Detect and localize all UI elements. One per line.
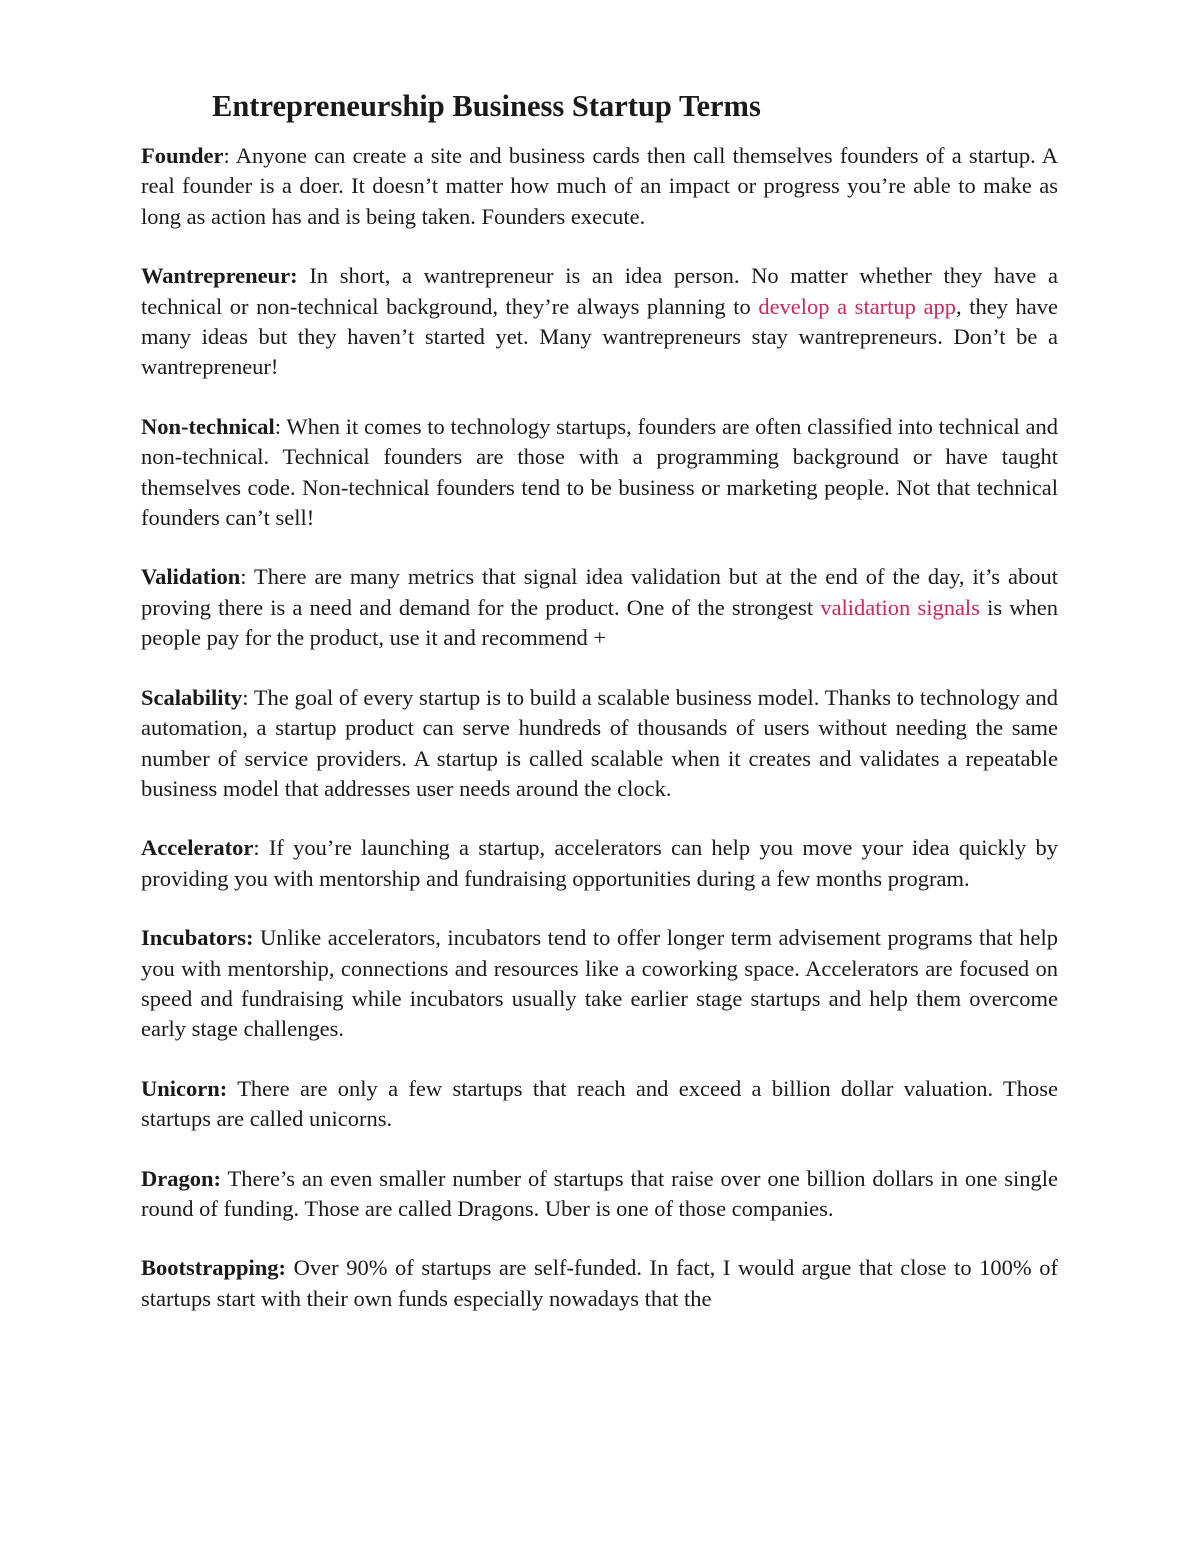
entry-accelerator	[141, 833, 1058, 894]
term-separator: :	[242, 684, 254, 710]
term-bootstrapping: Bootstrapping:	[141, 1255, 287, 1281]
definition-scalability: The goal of every startup is to build a scalable business model. Thanks to technology and automation, a startup product can serve hundreds of thousands of users without needing the same number of service providers. A startup is called scalable when it creates and validates a repeatable business model that addresses user needs around the clock.	[141, 684, 1058, 801]
entry-unicorn	[141, 1074, 1058, 1135]
entry-wantrepreneur	[141, 261, 1058, 383]
definition-validation-part-1: There are many metrics that signal idea validation but at the end of the day, it’s about proving there is a need and demand for the product. One of the strongest	[141, 564, 1058, 620]
definition-unicorn: There are only a few startups that reach and exceed a billion dollar valuation. Those startups are called unicorns.	[141, 1075, 1059, 1132]
entry-scalability	[141, 683, 1058, 805]
entry-incubators	[141, 923, 1058, 1045]
term-wantrepreneur: Wantrepreneur:	[141, 263, 298, 289]
term-separator	[227, 1076, 237, 1101]
definition-non-technical: When it comes to technology startups, founders are often classified into technical and non-technical. Technical founders are those with a programming background or have taught themselves code. Non-technical founders tend to be business or marketing people. Not that technical founders can’t sell!	[141, 413, 1058, 531]
term-validation: Validation	[141, 564, 241, 590]
term-unicorn: Unicorn:	[141, 1075, 228, 1101]
term-separator: :	[274, 413, 287, 439]
glossary-body	[141, 141, 1058, 1343]
term-separator	[286, 1255, 294, 1280]
validation-signals-link[interactable]: validation signals	[820, 594, 980, 620]
definition-bootstrapping: Over 90% of startups are self-funded. In fact, I would argue that close to 100% of startups start with their own funds especially nowadays that the	[141, 1255, 1058, 1311]
definition-validation-part-2: is when people pay for the product, use it and recommend +	[141, 594, 1058, 651]
term-separator: :	[223, 143, 236, 168]
document-title: Entrepreneurship Business Startup Terms	[212, 89, 761, 123]
entry-bootstrapping	[141, 1253, 1058, 1314]
definition-wantrepreneur-part-2: , they have many ideas but they haven’t started yet. Many wantrepreneurs stay wantrepreneurs. Don’t be a wantrepreneur!	[141, 293, 1058, 380]
definition-incubators: Unlike accelerators, incubators tend to offer longer term advisement programs that help you with mentorship, connections and resources like a coworking space. Accelerators are focused on speed and fundraising while incubators usually take earlier stage startups and help them overcome early stage challenges.	[141, 925, 1059, 1042]
definition-wantrepreneur-part-1: In short, a wantrepreneur is an idea person. No matter whether they have a technical or non-technical background, they’re always planning to	[141, 263, 1058, 319]
term-founder: Founder	[141, 143, 224, 168]
entry-dragon	[141, 1164, 1058, 1225]
term-separator: :	[253, 835, 269, 861]
entry-validation	[141, 562, 1058, 653]
develop-startup-app-link[interactable]: develop a startup app	[758, 293, 956, 319]
definition-founder: Anyone can create a site and business cards then call themselves founders of a startup. A real founder is a doer. It doesn’t matter how much of an impact or progress you’re able to make as long as action has and is being taken. Founders execute.	[141, 143, 1058, 229]
term-incubators: Incubators:	[141, 925, 254, 951]
entry-non-technical	[141, 412, 1058, 534]
term-accelerator: Accelerator	[141, 835, 254, 861]
term-non-technical: Non-technical	[141, 413, 275, 439]
term-separator: :	[240, 564, 255, 590]
definition-dragon: There’s an even smaller number of startups that raise over one billion dollars in one single round of funding. Those are called Dragons. Uber is one of those companies.	[141, 1165, 1058, 1221]
term-scalability: Scalability	[141, 684, 243, 710]
term-separator	[298, 263, 310, 288]
term-dragon: Dragon:	[141, 1165, 221, 1191]
entry-founder	[141, 141, 1058, 232]
definition-accelerator: If you’re launching a startup, accelerators can help you move your idea quickly by providing you with mentorship and fundraising opportunities during a few months program.	[141, 835, 1058, 891]
